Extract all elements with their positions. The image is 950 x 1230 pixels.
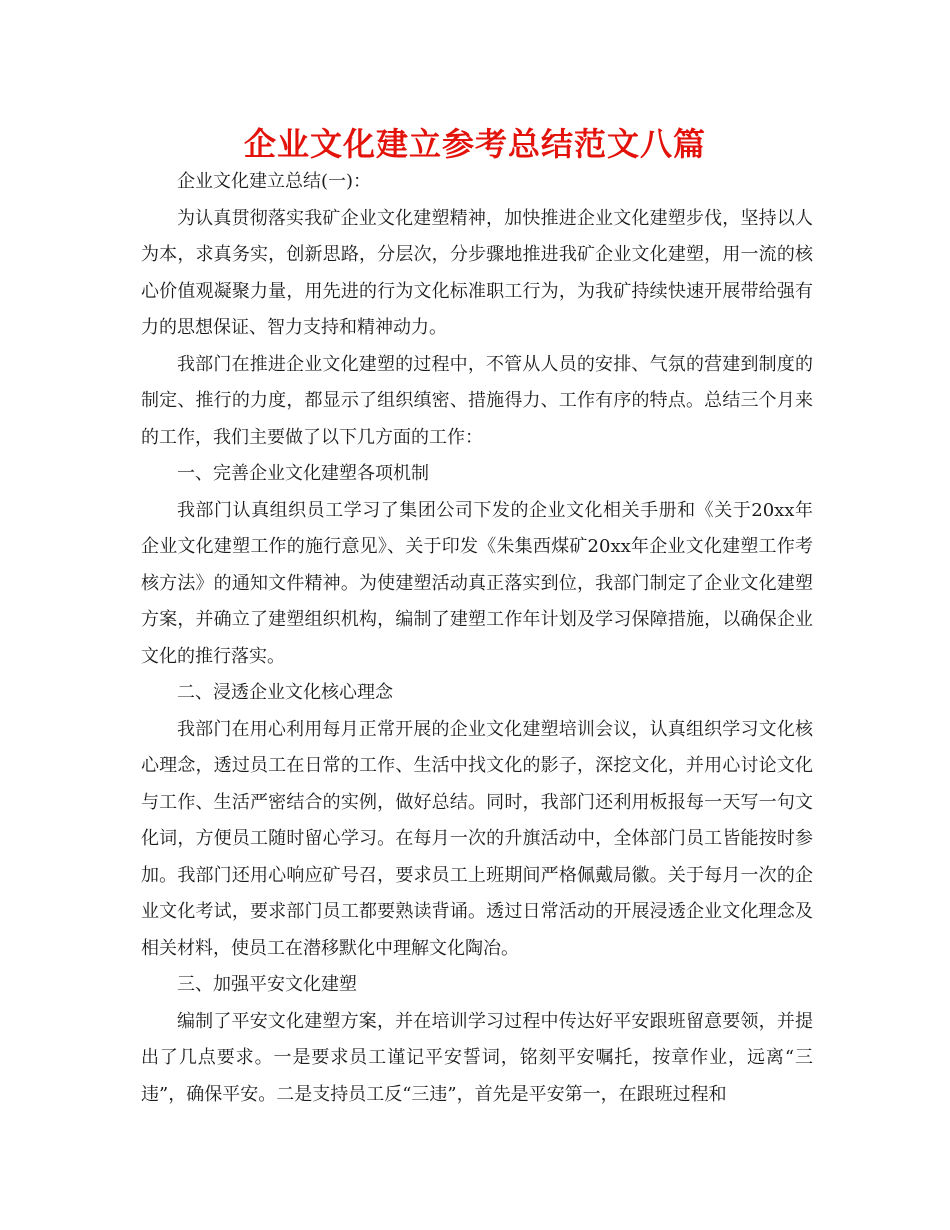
- paragraph: 为认真贯彻落实我矿企业文化建塑精神，加快推进企业文化建塑步伐，坚持以人为本，求真务实，创新思路，分层次，分步骤地推进我矿企业文化建塑，用一流的核心价值观凝聚力量，用先进的行为文化标准职工行为，为我矿持续快速开展带给强有力的思想保证、智力支持和精神动力。: [141, 207, 813, 338]
- paragraph-subheading: 一、完善企业文化建塑各项机制: [177, 463, 429, 484]
- paragraph-subheading: 二、浸透企业文化核心理念: [177, 682, 393, 703]
- paragraph-section-heading: 企业文化建立总结(一)：: [177, 171, 372, 192]
- paragraph: 我部门认真组织员工学习了集团公司下发的企业文化相关手册和《关于20xx年企业文化建塑工作的施行意见》、关于印发《朱集西煤矿20xx年企业文化建塑工作考核方法》的通知文件精神。为使建塑活动真正落实到位，我部门制定了企业文化建塑方案，并确立了建塑组织机构，编制了建塑工作年计划及学习保障措施，以确保企业文化的推行落实。: [141, 499, 813, 667]
- document-title: 企业文化建立参考总结范文八篇: [243, 125, 706, 163]
- document-body: [141, 164, 813, 1113]
- paragraph: 我部门在用心利用每月正常开展的企业文化建塑培训会议，认真组织学习文化核心理念，透过员工在日常的工作、生活中找文化的影子，深挖文化，并用心讨论文化与工作、生活严密结合的实例，做好总结。同时，我部门还利用板报每一天写一句文化词，方便员工随时留心学习。在每月一次的升旗活动中，全体部门员工皆能按时参加。我部门还用心响应矿号召，要求员工上班期间严格佩戴局徽。关于每月一次的企业文化考试，要求部门员工都要熟读背诵。透过日常活动的开展浸透企业文化理念及相关材料，使员工在潜移默化中理解文化陶冶。: [141, 718, 813, 959]
- paragraph: 我部门在推进企业文化建塑的过程中，不管从人员的安排、气氛的营建到制度的制定、推行的力度，都显示了组织缜密、措施得力、工作有序的特点。总结三个月来的工作，我们主要做了以下几方面的工作：: [141, 353, 813, 448]
- paragraph: 编制了平安文化建塑方案，并在培训学习过程中传达好平安跟班留意要领，并提出了几点要求。一是要求员工谨记平安誓词，铭刻平安嘱托，按章作业，远离“三违”，确保平安。二是支持员工反“三违”，首先是平安第一，在跟班过程和: [141, 1010, 813, 1105]
- paragraph-subheading: 三、加强平安文化建塑: [177, 974, 357, 995]
